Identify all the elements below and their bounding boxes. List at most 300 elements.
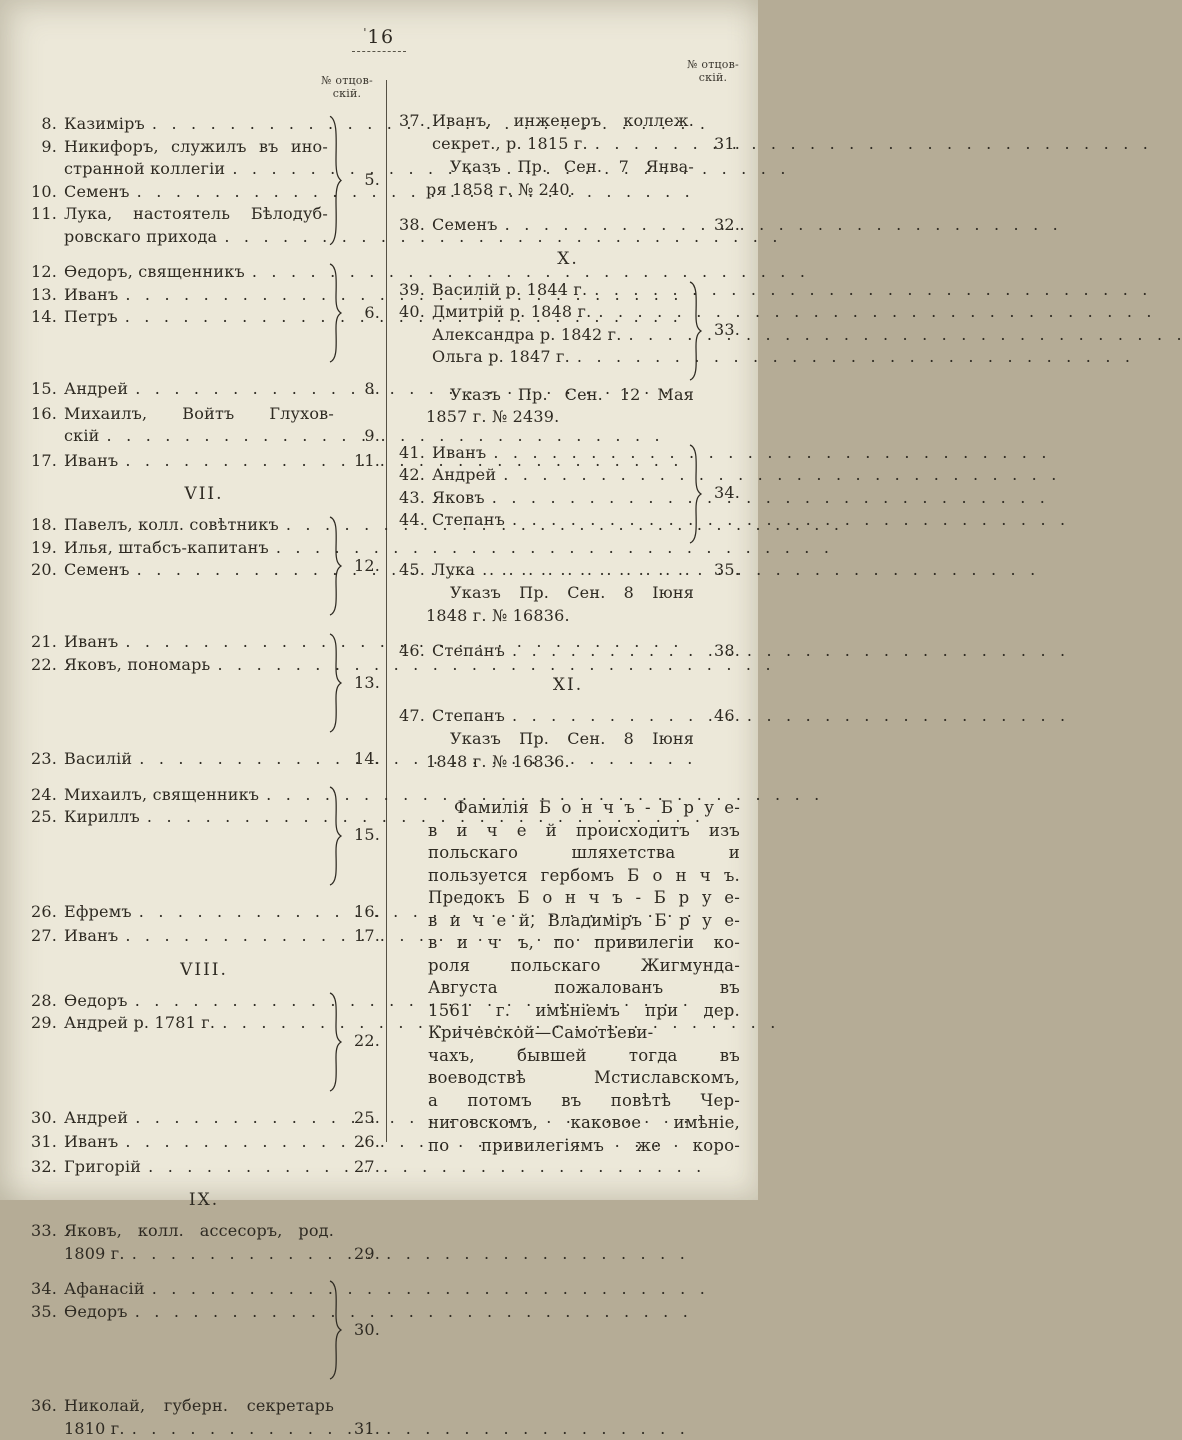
entries [28, 925, 380, 948]
dot-leader [132, 901, 340, 924]
generation-heading: XI. [396, 673, 740, 697]
entry-text: Казиміръ [64, 113, 145, 136]
entry-text: Яковъ, пономарь [64, 654, 210, 677]
entry-number: 43. [396, 487, 432, 510]
father-number: 13. [354, 672, 380, 695]
entry-text: Ѳедоръ, священникъ [64, 261, 245, 284]
entry-line [396, 559, 740, 582]
entry-line [28, 784, 328, 807]
entry-line [28, 284, 328, 307]
entry-number: 13. [28, 284, 64, 307]
father-number: 38. [700, 640, 740, 663]
entry-line [28, 559, 328, 582]
column-header-line: скій. [680, 71, 746, 84]
register-entry [28, 306, 328, 329]
entries [396, 705, 740, 728]
entry-line [28, 306, 328, 329]
entry-line [28, 1156, 380, 1179]
paragraph-line: а потомъ въ повѣтѣ Чер- [428, 1090, 740, 1113]
entry-line [396, 705, 740, 728]
father-number: 31. [340, 1418, 380, 1440]
father-number: 6. [364, 302, 380, 325]
note-line: 1848 г. № 16836. [396, 751, 740, 774]
register-entry [28, 203, 328, 248]
entry-number: 8. [28, 113, 64, 136]
entry-line [396, 214, 740, 237]
braced-entry-group [396, 442, 740, 546]
entries [396, 442, 688, 546]
register-entry [28, 113, 328, 136]
father-number: 12. [354, 555, 380, 578]
entry-line [28, 136, 328, 159]
entry-line [396, 509, 688, 532]
entry-text: Иванъ [64, 450, 118, 473]
entry-text: Иванъ [64, 284, 118, 307]
register-entry [396, 464, 688, 487]
father-number-cell [342, 261, 380, 365]
dot-leader [128, 1107, 340, 1130]
entry-line [28, 158, 328, 181]
entry-text: Иванъ [432, 442, 486, 465]
dot-leader [225, 158, 328, 181]
right-column-entries [396, 110, 740, 1157]
entry-text: Михаилъ, Войтъ Глухов- [64, 403, 334, 426]
register-entry [28, 1395, 380, 1440]
dot-leader [118, 306, 328, 329]
entry-line [28, 990, 328, 1013]
register-entry [28, 1012, 328, 1035]
entry-number: 26. [28, 901, 64, 924]
father-number: 32. [700, 214, 740, 237]
entry-line [28, 537, 328, 560]
entry-number: 19. [28, 537, 64, 560]
dot-leader [217, 226, 328, 249]
dot-leader [118, 1131, 340, 1154]
register-entry [28, 1301, 328, 1324]
entry-number: 31. [28, 1131, 64, 1154]
entry-text: Степанъ [432, 705, 505, 728]
entry-number: 9. [28, 136, 64, 159]
entry-line [396, 324, 688, 347]
entry-text: Афанасій [64, 1278, 145, 1301]
entry-number: 30. [28, 1107, 64, 1130]
entry-line [28, 1301, 328, 1324]
brace [328, 784, 342, 888]
brace [328, 261, 342, 365]
entry-text: Лука [432, 559, 475, 582]
dot-leader [141, 1156, 340, 1179]
entry-group [28, 403, 380, 448]
father-number-cell [342, 1278, 380, 1382]
entry-number: 10. [28, 181, 64, 204]
paragraph-line: Августа пожалованъ въ [428, 977, 740, 1000]
dot-leader [259, 784, 328, 807]
entry-line [396, 279, 688, 302]
entries [28, 1395, 380, 1440]
entry-number: 28. [28, 990, 64, 1013]
father-number: 8. [340, 378, 380, 401]
entry-group [396, 559, 740, 582]
register-entry [396, 509, 688, 532]
entry-number: 29. [28, 1012, 64, 1035]
entry-group [396, 640, 740, 663]
entry-text: секрет., р. 1815 г. [432, 133, 588, 156]
page-header [0, 26, 758, 52]
register-entry [28, 1156, 380, 1179]
column-header-line: скій. [314, 87, 380, 100]
entry-number: 44. [396, 509, 432, 532]
entry-number: 45. [396, 559, 432, 582]
father-number: 16. [340, 901, 380, 924]
register-entry [396, 559, 740, 582]
entry-line [28, 654, 328, 677]
dot-leader [130, 559, 328, 582]
column-header-line: № отцов- [680, 58, 746, 71]
register-entry [28, 1278, 328, 1301]
register-entry [396, 279, 688, 302]
father-number: 17. [340, 925, 380, 948]
entries [396, 279, 688, 383]
brace-icon [688, 444, 702, 544]
dot-leader [505, 640, 700, 663]
father-number: 25. [340, 1107, 380, 1130]
entry-line [28, 203, 328, 226]
entry-group [28, 1156, 380, 1179]
brace [328, 631, 342, 735]
entry-group [28, 1107, 380, 1130]
entry-line [28, 1243, 380, 1266]
brace-icon [688, 281, 702, 381]
father-number-column-header [680, 58, 746, 84]
entry-text: 1809 г. [64, 1243, 125, 1266]
brace-icon [328, 992, 342, 1092]
dot-leader [591, 301, 688, 324]
brace [328, 113, 342, 248]
entry-line [396, 442, 688, 465]
generation-heading: IX. [28, 1188, 380, 1212]
decree-note [396, 582, 740, 627]
entry-number: 39. [396, 279, 432, 302]
dot-leader [486, 442, 688, 465]
note-line: 1857 г. № 2439. [396, 406, 740, 429]
father-number: 30. [354, 1319, 380, 1342]
entry-group [28, 1395, 380, 1440]
register-entry [28, 925, 380, 948]
braced-entry-group [28, 1278, 380, 1382]
entry-number: 16. [28, 403, 64, 426]
entries [28, 113, 328, 248]
dot-leader [587, 279, 688, 302]
register-entry [28, 450, 380, 473]
dot-leader [279, 514, 328, 537]
entry-line [28, 631, 328, 654]
entries [28, 450, 380, 473]
entry-text: Лука, настоятель Бѣлодуб- [64, 203, 328, 226]
dot-leader [505, 509, 688, 532]
dot-leader [498, 214, 700, 237]
register-entry [28, 1107, 380, 1130]
father-number-column-header [314, 74, 380, 100]
entry-number: 12. [28, 261, 64, 284]
entry-text: скій [64, 425, 100, 448]
register-entry [396, 705, 740, 728]
brace-icon [328, 516, 342, 616]
entry-number: 18. [28, 514, 64, 537]
register-entry [396, 487, 688, 510]
entries [28, 748, 380, 771]
entry-group [28, 1131, 380, 1154]
entries [28, 1220, 380, 1265]
paragraph-line: 1561 г. имѣніемъ при дер. [428, 1000, 740, 1023]
register-entry [28, 136, 328, 181]
note-line: Указъ Пр. Сен. 12 Мая [396, 384, 740, 407]
register-entry [28, 403, 380, 448]
entry-line [28, 1107, 380, 1130]
entry-number: 11. [28, 203, 64, 226]
entry-number: 35. [28, 1301, 64, 1324]
father-number-cell [342, 990, 380, 1094]
entry-text: странной коллегіи [64, 158, 225, 181]
dot-leader [570, 346, 688, 369]
dot-leader [118, 450, 340, 473]
dot-leader [125, 1418, 340, 1440]
entry-number: 34. [28, 1278, 64, 1301]
column-header-line: № отцов- [314, 74, 380, 87]
brace [328, 990, 342, 1094]
entry-line [28, 1395, 380, 1418]
paragraph-line: пользуется гербомъ Б о н ч ъ. [428, 865, 740, 888]
brace [328, 514, 342, 618]
entry-line [28, 261, 328, 284]
note-line: ря 1858 г. № 240. [396, 179, 740, 202]
braced-entry-group [28, 990, 380, 1094]
entry-text: Иванъ [64, 1131, 118, 1154]
register-entry [28, 631, 328, 654]
brace-icon [328, 633, 342, 733]
entry-number: 42. [396, 464, 432, 487]
entry-number: 37. [396, 110, 432, 133]
register-entry [28, 990, 328, 1013]
dot-leader [145, 1278, 328, 1301]
paragraph-line: в и ч е й происходитъ изъ [428, 820, 740, 843]
father-number: 5. [364, 169, 380, 192]
entry-text: Кириллъ [64, 806, 140, 829]
entry-text: Ѳедоръ [64, 1301, 128, 1324]
father-number: 29. [340, 1243, 380, 1266]
register-entry [28, 559, 328, 582]
paragraph-line: Кричевской—Самотѣеви- [428, 1022, 740, 1045]
entry-group [28, 748, 380, 771]
entry-line [28, 748, 380, 771]
register-entry [28, 748, 380, 771]
entry-number: 36. [28, 1395, 64, 1418]
page-number-rule [352, 51, 406, 52]
entries [28, 403, 380, 448]
brace-icon [328, 786, 342, 886]
paragraph-line: ниговскомъ, каковое имѣніе, [428, 1112, 740, 1135]
entry-line [28, 806, 328, 829]
entry-text: Иванъ, инженеръ коллеж. [432, 110, 694, 133]
braced-entry-group [28, 631, 380, 735]
entry-line [28, 1418, 380, 1440]
entries [28, 990, 328, 1094]
register-entry [28, 181, 328, 204]
dot-leader [118, 631, 328, 654]
dot-leader [100, 425, 340, 448]
entry-text: Ефремъ [64, 901, 132, 924]
family-history-paragraph [428, 797, 740, 1157]
dot-leader [245, 261, 328, 284]
decree-note [396, 728, 740, 773]
braced-entry-group [28, 113, 380, 248]
register-entry [28, 901, 380, 924]
entry-text: Яковъ [432, 487, 485, 510]
entry-line [28, 1278, 328, 1301]
entry-line [396, 301, 688, 324]
register-entry [396, 301, 688, 324]
dot-leader [496, 464, 688, 487]
entry-group [28, 901, 380, 924]
entry-text: Григорій [64, 1156, 141, 1179]
register-entry [28, 537, 328, 560]
dot-leader [128, 990, 328, 1013]
paragraph-line: в и ч е й, Владиміръ Б р у е- [428, 910, 740, 933]
entry-line [28, 514, 328, 537]
entry-number: 46. [396, 640, 432, 663]
father-number: 33. [714, 319, 740, 342]
entry-line [28, 113, 328, 136]
braced-entry-group [28, 261, 380, 365]
right-column [396, 58, 740, 1157]
brace-icon [328, 263, 342, 363]
entry-line [28, 450, 380, 473]
entry-line [28, 1131, 380, 1154]
father-number: 35. [700, 559, 740, 582]
entry-group [396, 110, 740, 155]
paragraph-line: Фамилія Б о н ч ъ - Б р у е- [428, 797, 740, 820]
note-line: 1848 г. № 16836. [396, 605, 740, 628]
entry-group [28, 378, 380, 401]
entry-line [28, 403, 380, 426]
entry-number: 20. [28, 559, 64, 582]
left-column [28, 74, 380, 1440]
generation-heading: X. [396, 247, 740, 271]
father-number: 15. [354, 824, 380, 847]
dot-leader [125, 1243, 340, 1266]
entry-group [28, 450, 380, 473]
entry-number: 47. [396, 705, 432, 728]
father-number-cell [342, 113, 380, 248]
father-number: 11. [340, 450, 380, 473]
entry-text: Андрей [64, 1107, 128, 1130]
entries [396, 110, 740, 155]
entry-number: 14. [28, 306, 64, 329]
dot-leader [505, 705, 700, 728]
entry-group [28, 1220, 380, 1265]
page-number: 16 [367, 26, 394, 48]
entry-text: Степанъ [432, 509, 505, 532]
braced-entry-group [28, 514, 380, 618]
register-entry [28, 784, 328, 807]
paragraph-line: воеводствѣ Мстиславскомъ, [428, 1067, 740, 1090]
father-number-cell [342, 784, 380, 888]
dot-leader [215, 1012, 328, 1035]
dot-leader [145, 113, 328, 136]
paragraph-line: по привилегіямъ же коро- [428, 1135, 740, 1158]
entry-line [396, 133, 740, 156]
register-entry [28, 1220, 380, 1265]
dot-leader [588, 133, 700, 156]
entries [28, 514, 328, 618]
entry-number: 38. [396, 214, 432, 237]
entry-line [396, 640, 740, 663]
dot-leader [622, 324, 688, 347]
entries [28, 784, 328, 888]
entry-line [28, 378, 380, 401]
register-entry [396, 214, 740, 237]
father-number: 34. [714, 482, 740, 505]
father-number: 14. [340, 748, 380, 771]
entries [28, 1107, 380, 1130]
father-number-cell [342, 514, 380, 618]
entry-line [28, 901, 380, 924]
entries [396, 640, 740, 663]
note-line: Указъ Пр. Сен. 7 Янва- [396, 156, 740, 179]
generation-heading: VII. [28, 482, 380, 506]
brace-icon [328, 115, 342, 246]
father-number: 9. [340, 425, 380, 448]
entry-number: 21. [28, 631, 64, 654]
entry-text: Семенъ [432, 214, 498, 237]
father-number: 22. [354, 1030, 380, 1053]
braced-entry-group [28, 784, 380, 888]
entry-text: Андрей [432, 464, 496, 487]
paragraph-line: Предокъ Б о н ч ъ - Б р у е- [428, 887, 740, 910]
entry-text: 1810 г. [64, 1418, 125, 1440]
entry-text: Ольга р. 1847 г. [432, 346, 570, 369]
entry-line [396, 464, 688, 487]
entry-text: Семенъ [64, 181, 130, 204]
entry-text: Николай, губерн. секретарь [64, 1395, 334, 1418]
register-entry [396, 110, 740, 155]
entry-number: 33. [28, 1220, 64, 1243]
braced-entry-group [396, 279, 740, 383]
father-number-cell [702, 442, 740, 546]
entry-text: Семенъ [64, 559, 130, 582]
entries [396, 559, 740, 582]
entry-text: Павелъ, колл. совѣтникъ [64, 514, 279, 537]
note-line: Указъ Пр. Сен. 8 Іюня [396, 582, 740, 605]
father-number-cell [342, 631, 380, 735]
register-entry [396, 640, 740, 663]
entry-line [396, 110, 740, 133]
entry-text: Александра р. 1842 г. [432, 324, 622, 347]
entries [28, 1131, 380, 1154]
print-mark: ' [363, 26, 366, 39]
entry-text: Иванъ [64, 925, 118, 948]
entry-text: Степанъ [432, 640, 505, 663]
dot-leader [128, 1301, 328, 1324]
note-line: Указъ Пр. Сен. 8 Іюня [396, 728, 740, 751]
register-entry [396, 442, 688, 465]
entry-line [396, 346, 688, 369]
entry-number: 27. [28, 925, 64, 948]
register-entry [28, 378, 380, 401]
decree-note [396, 156, 740, 201]
entry-line [28, 925, 380, 948]
entries [28, 261, 328, 365]
brace [328, 1278, 342, 1382]
